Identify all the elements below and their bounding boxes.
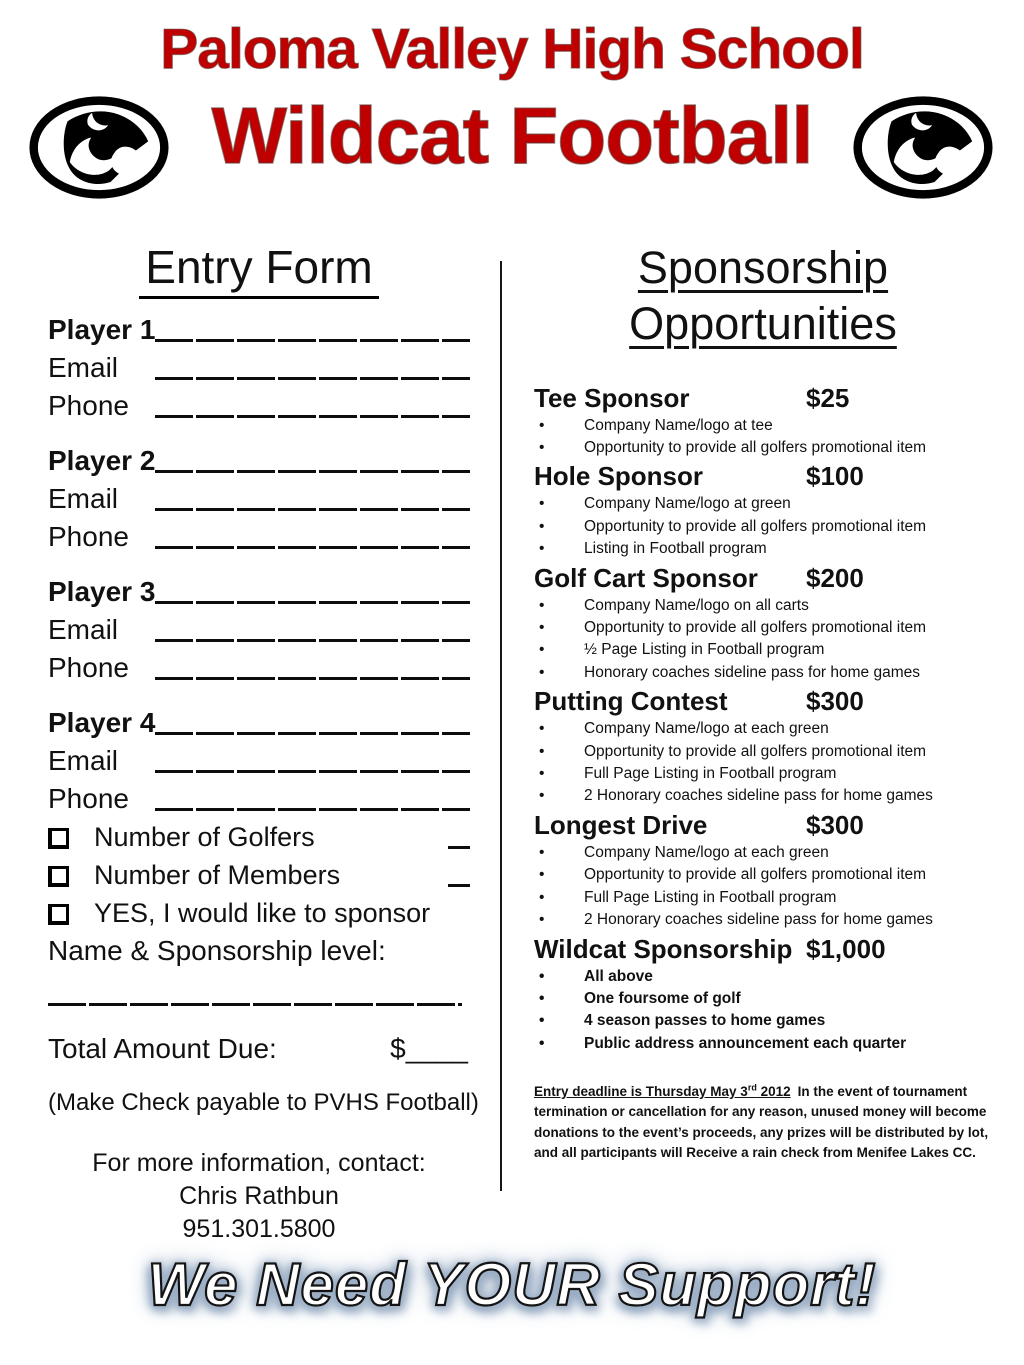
contact-phone: 951.301.5800 (182, 1215, 336, 1243)
player-block (48, 702, 470, 816)
tier-bullet: • 2 Honorary coaches sideline pass for home games (534, 785, 992, 807)
phone-blank (155, 546, 470, 549)
checkbox-row (48, 818, 470, 856)
column-divider (500, 261, 502, 1191)
checkbox-row (48, 894, 470, 932)
total-due-row (48, 1033, 468, 1065)
tier-bullet: • Opportunity to provide all golfers promotional item (534, 516, 992, 538)
email-blank (155, 639, 470, 642)
checkbox-label: Number of Golfers (94, 821, 315, 852)
sponsorship-title-line2: Opportunities (629, 297, 897, 349)
player-label: Player 1 (48, 314, 156, 345)
tier-bullet: • Company Name/logo on all carts (534, 595, 992, 617)
checkbox-icon (48, 904, 69, 925)
email-blank (155, 508, 470, 511)
tier-bullet: • Full Page Listing in Football program (534, 887, 992, 909)
player-name-blank (155, 601, 470, 604)
email-label: Email (48, 745, 119, 776)
checkbox-label: Number of Members (94, 859, 341, 890)
sponsorship-section (534, 240, 992, 1164)
tier-price: $1,000 (806, 933, 886, 964)
fine-print (534, 1081, 992, 1164)
tier-bullet: • Public address announcement each quarter (534, 1033, 992, 1055)
count-blank (448, 846, 470, 849)
player-label: Player 3 (48, 576, 156, 607)
tier-name: Golf Cart Sponsor (534, 562, 758, 593)
phone-blank (155, 808, 470, 811)
phone-label: Phone (48, 783, 129, 814)
checkbox-icon (48, 828, 69, 849)
tier-bullet: • Opportunity to provide all golfers promotional item (534, 617, 992, 639)
wildcat-logo-icon (850, 94, 996, 204)
tier-bullet: • ½ Page Listing in Football program (534, 639, 992, 661)
entry-form-section (48, 240, 479, 1246)
tier-bullet: • Listing in Football program (534, 538, 992, 560)
player-name-blank (155, 339, 470, 342)
tier-price: $300 (806, 809, 864, 840)
school-title: Paloma Valley High School (160, 17, 864, 81)
terms-text: In the event of tournament termination or cancellation for any reason, unused money will become donations to the event’s proceeds, any prizes will be distributed by lot, and all participants will Receive a rain check from Menifee Lakes CC. (534, 1083, 989, 1161)
tier-bullet: • Opportunity to provide all golfers promotional item (534, 741, 992, 763)
contact-block (48, 1147, 470, 1246)
sponsor-tier (534, 809, 992, 932)
email-label: Email (48, 614, 119, 645)
tier-bullet: • Company Name/logo at green (534, 493, 992, 515)
email-blank (155, 377, 470, 380)
sponsor-tier (534, 460, 992, 560)
tier-bullet: • 4 season passes to home games (534, 1010, 992, 1032)
phone-label: Phone (48, 521, 129, 552)
sponsorship-level-label: Name & Sponsorship level: (48, 935, 386, 966)
email-label: Email (48, 483, 119, 514)
sponsor-tier (534, 382, 992, 460)
email-blank (155, 770, 470, 773)
sponsor-tier (534, 933, 992, 1056)
entry-form-title: Entry Form (139, 240, 378, 299)
phone-label: Phone (48, 390, 129, 421)
checkbox-row (48, 856, 470, 894)
player-block (48, 440, 470, 554)
tier-bullet: • Company Name/logo at tee (534, 415, 992, 437)
tier-bullet: • Honorary coaches sideline pass for home games (534, 662, 992, 684)
player-label: Player 2 (48, 445, 156, 476)
tier-name: Tee Sponsor (534, 382, 690, 413)
total-due-blank: $____ (390, 1033, 468, 1064)
tier-bullet: • Company Name/logo at each green (534, 842, 992, 864)
phone-blank (155, 415, 470, 418)
tier-name: Wildcat Sponsorship (534, 933, 793, 964)
support-wordart: We Need YOUR Support! (147, 1251, 877, 1318)
deadline-text: Entry deadline is Thursday May 3rd 2012 (534, 1082, 791, 1099)
tier-bullet: • Full Page Listing in Football program (534, 763, 992, 785)
tier-bullet: • All above (534, 966, 992, 988)
phone-label: Phone (48, 652, 129, 683)
check-payable-note: (Make Check payable to PVHS Football) (48, 1089, 479, 1116)
tier-bullet: • Opportunity to provide all golfers promotional item (534, 864, 992, 886)
sponsorship-title-line1: Sponsorship (637, 242, 889, 293)
tier-price: $100 (806, 461, 864, 492)
tier-price: $300 (806, 686, 864, 717)
sponsor-tier (534, 562, 992, 685)
wildcat-logo-icon (26, 94, 172, 204)
tier-name: Putting Contest (534, 686, 728, 717)
phone-blank (155, 677, 470, 680)
count-blank (448, 884, 470, 887)
player-block (48, 309, 470, 423)
sponsorship-level-blank (48, 1003, 462, 1006)
team-title: Wildcat Football (211, 91, 813, 180)
player-label: Player 4 (48, 707, 156, 738)
sponsorship-title (534, 240, 992, 352)
tier-bullet: • Opportunity to provide all golfers promotional item (534, 437, 992, 459)
contact-name: Chris Rathbun (179, 1182, 339, 1210)
total-due-label: Total Amount Due: (48, 1033, 277, 1064)
tier-bullet: • 2 Honorary coaches sideline pass for home games (534, 909, 992, 931)
tier-name: Hole Sponsor (534, 461, 704, 492)
contact-intro: For more information, contact: (92, 1149, 426, 1177)
player-name-blank (155, 732, 470, 735)
tier-price: $25 (806, 382, 850, 413)
checkbox-icon (48, 866, 69, 887)
checkbox-label: YES, I would like to sponsor (94, 897, 431, 928)
sponsor-tier (534, 685, 992, 808)
player-block (48, 571, 470, 685)
tier-name: Longest Drive (534, 809, 708, 840)
tier-price: $200 (806, 562, 864, 593)
tier-bullet: • One foursome of golf (534, 988, 992, 1010)
player-name-blank (155, 470, 470, 473)
email-label: Email (48, 352, 119, 383)
tier-bullet: • Company Name/logo at each green (534, 718, 992, 740)
